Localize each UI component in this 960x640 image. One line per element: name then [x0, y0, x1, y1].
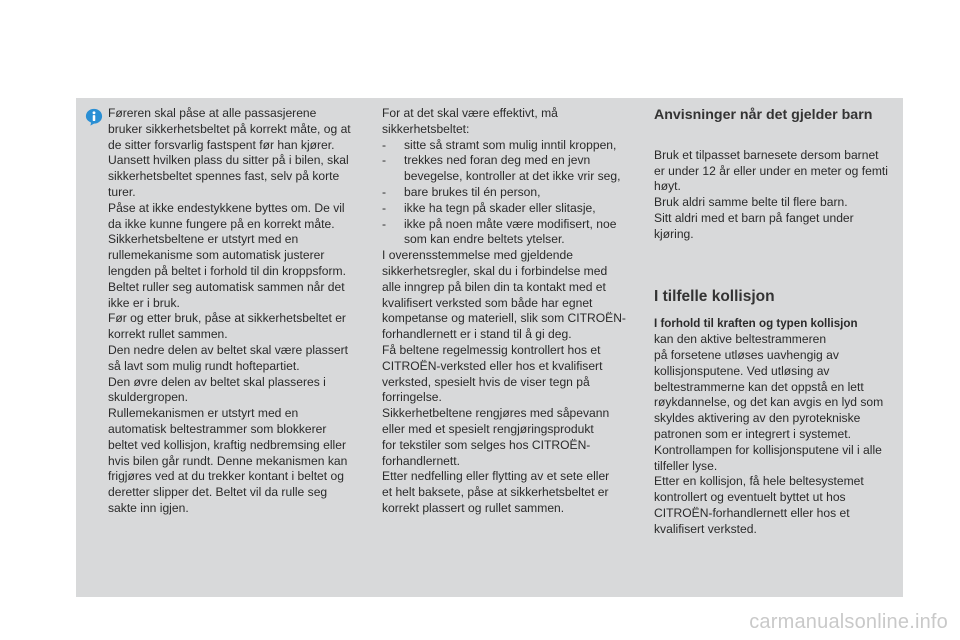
text-line: de sitter forsvarlig fastspent før han kjører.: [108, 137, 335, 152]
text-line: verksted, spesielt hvis de viser tegn på: [382, 374, 590, 389]
text-line: kvalifisert verksted som både har egnet: [382, 295, 593, 310]
bullet-dash: -: [382, 137, 387, 152]
info-icon: [85, 108, 103, 126]
column-seatbelt-requirements: [382, 106, 638, 517]
text-line: høyt.: [654, 179, 681, 194]
text-line: sikkerhetsbeltet spennes fast, selv på korte: [108, 169, 340, 184]
text-line: sikkerhetsregler, skal du i forbindelse med: [382, 263, 608, 278]
text-line: røykdannelse, og det kan avgis en lyd som: [654, 395, 884, 410]
text-line: på forsetene utløses uavhengig av: [654, 347, 839, 362]
bullet-text: trekkes ned foran deg med en jevn: [404, 153, 591, 168]
text-line: lengden på beltet i forhold til din kroppsform.: [108, 263, 346, 278]
bullet-dash: -: [382, 153, 387, 168]
text-line: beltet ved kollisjon, kraftig nedbremsing eller: [108, 437, 346, 452]
bullet-text: ikke på noen måte være modifisert, noe: [404, 216, 617, 231]
column-children-collision: [654, 106, 894, 538]
text-line: patronen som er integrert i systemet.: [654, 426, 851, 441]
text-line: Bruk aldri samme belte til flere barn.: [654, 195, 848, 210]
text-line: alle inngrep på bilen din ta kontakt med et: [382, 279, 606, 294]
text-line: kontrollert og eventuelt byttet ut hos: [654, 490, 846, 505]
text-line: CITROËN-forhandlernett eller hos et: [654, 505, 850, 520]
text-line: Den øvre delen av beltet skal plasseres i: [108, 374, 326, 389]
text-line: Rullemekanismen er utstyrt med en: [108, 406, 299, 421]
bullet-text: ikke ha tegn på skader eller slitasje,: [404, 200, 596, 215]
bullet-dash: -: [382, 184, 387, 199]
text-line: beltestrammerne kan det oppstå en lett: [654, 379, 864, 394]
text-line: Bruk et tilpasset barnesete dersom barnet: [654, 147, 879, 162]
text-line: Kontrollampen for kollisjonsputene vil i alle: [654, 442, 882, 457]
text-line: skuldergropen.: [108, 390, 189, 405]
bullet-text: bare brukes til én person,: [404, 184, 541, 199]
text-line: For at det skal være effektivt, må: [382, 106, 558, 120]
text-line: frigjøres ved at du trekker kontant i beltet og: [108, 469, 344, 484]
text-line: Etter nedfelling eller flytting av et sete eller: [382, 469, 610, 484]
text-line: så lavt som mulig rundt hoftepartiet.: [108, 358, 300, 373]
text-line: Få beltene regelmessig kontrollert hos et: [382, 342, 601, 357]
text-line: tilfeller lyse.: [654, 458, 718, 473]
bullet-item: [382, 153, 638, 169]
text-line: korrekt plassert og rullet sammen.: [382, 500, 565, 515]
bullet-dash: -: [382, 216, 387, 231]
watermark: carmanualsonline.info: [749, 611, 948, 633]
text-line: bruker sikkerhetsbeltet på korrekt måte, og at: [108, 121, 351, 136]
text-line: kan den aktive beltestrammeren: [654, 332, 827, 347]
bullet-text: bevegelse, kontroller at det ikke vrir seg,: [404, 169, 621, 184]
text-line: Den nedre delen av beltet skal være plassert: [108, 342, 348, 357]
text-line: Sitt aldri med et barn på fanget under: [654, 210, 854, 225]
text-line: deretter slipper det. Beltet vil da rulle seg: [108, 485, 328, 500]
text-line: eller med et spesielt rengjøringsprodukt: [382, 421, 594, 436]
text-line: forhandlernett er i stand til å gi deg.: [382, 327, 572, 342]
bullet-text: som kan endre beltets ytelser.: [404, 232, 565, 247]
text-line: er under 12 år eller under en meter og femti: [654, 163, 888, 178]
text-line: automatisk beltestrammer som blokkerer: [108, 421, 327, 436]
bullet-item: [382, 138, 638, 154]
bullet-text: sitte så stramt som mulig inntil kroppen,: [404, 137, 617, 152]
text-line: Sikkerhetbeltene rengjøres med såpevann: [382, 406, 610, 421]
text-line: ikke er i bruk.: [108, 295, 180, 310]
column-seatbelt-intro: [108, 106, 358, 517]
text-line: hvis bilen går rundt. Denne mekanismen kan: [108, 453, 348, 468]
text-line: for tekstiler som selges hos CITROËN-: [382, 437, 591, 452]
subheading-force-type: I forhold til kraften og typen kollisjon: [654, 317, 858, 331]
text-line: kollisjonsputene. Ved utløsing av: [654, 363, 830, 378]
text-line: I overensstemmelse med gjeldende: [382, 248, 573, 263]
bullet-item: [382, 201, 638, 217]
text-line: turer.: [108, 184, 136, 199]
text-line: kjøring.: [654, 226, 694, 241]
text-line: Føreren skal påse at alle passasjerene: [108, 106, 317, 120]
text-line: Påse at ikke endestykkene byttes om. De vil: [108, 200, 345, 215]
text-line: et helt baksete, påse at sikkerhetsbeltet er: [382, 485, 609, 500]
text-line: da ikke kunne fungere på en korrekt måte.: [108, 216, 335, 231]
text-line: korrekt rullet sammen.: [108, 327, 228, 342]
text-line: Etter en kollisjon, få hele beltesystemet: [654, 474, 864, 489]
section-heading-children: Anvisninger når det gjelder barn: [654, 107, 873, 123]
section-heading-collision: I tilfelle kollisjon: [654, 287, 775, 305]
bullet-item: [382, 185, 638, 201]
text-line: Beltet ruller seg automatisk sammen når det: [108, 279, 345, 294]
text-line: rullemekanisme som automatisk justerer: [108, 248, 325, 263]
text-line: skyldes aktivering av den pyrotekniske: [654, 411, 861, 426]
text-line: kvalifisert verksted.: [654, 521, 757, 536]
text-line: kompetanse og materiell, slik som CITROËN-: [382, 311, 626, 326]
text-line: sakte inn igjen.: [108, 500, 189, 515]
bullet-dash: -: [382, 200, 387, 215]
bullet-item: [382, 217, 638, 233]
text-line: forhandlernett.: [382, 453, 460, 468]
content-panel: [76, 98, 903, 597]
text-line: Uansett hvilken plass du sitter på i bilen, skal: [108, 153, 349, 168]
text-line: sikkerhetsbeltet:: [382, 121, 470, 136]
text-line: forringelse.: [382, 390, 442, 405]
text-line: Sikkerhetsbeltene er utstyrt med en: [108, 232, 299, 247]
text-line: CITROËN-verksted eller hos et kvalifisert: [382, 358, 603, 373]
text-line: Før og etter bruk, påse at sikkerhetsbeltet er: [108, 311, 346, 326]
